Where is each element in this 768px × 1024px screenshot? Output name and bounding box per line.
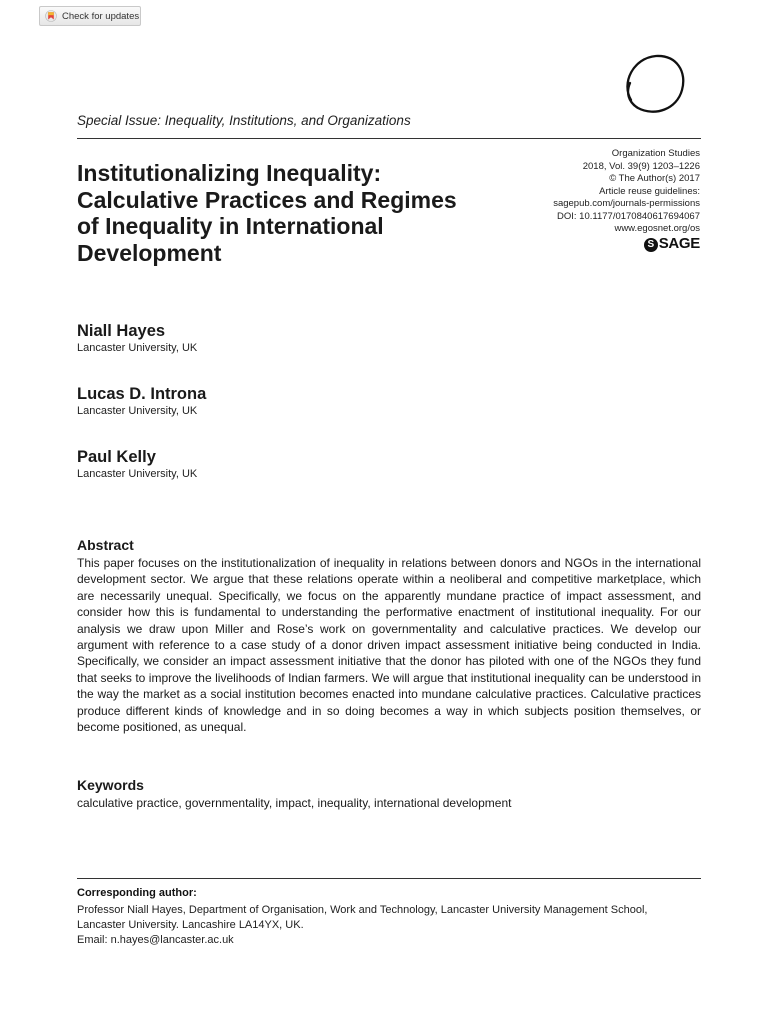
author-affiliation: Lancaster University, UK [77, 468, 198, 480]
author-block [77, 384, 206, 418]
sage-wordmark: SAGE [658, 235, 700, 253]
reuse-label: Article reuse guidelines: [599, 185, 700, 197]
journal-logo [619, 50, 689, 120]
author-block [77, 321, 197, 355]
check-for-updates-button[interactable] [39, 6, 141, 26]
corresponding-email[interactable]: Email: n.hayes@lancaster.ac.uk [77, 934, 234, 946]
journal-name: Organization Studies [611, 148, 700, 159]
sage-mark-icon: S [644, 238, 658, 252]
abstract-body: This paper focuses on the institutionalization of inequality in relations between donors and NGOs in the international development sector. We argue that these relations operate within a neoliberal and competitive marketplace, which are necessarily unequal. Specifically, we focus on the apparently mundane practice of impact assessment, and consider how this is fundamental to understanding the performative enactment of institutional inequality. For our analysis we draw upon Miller and Rose’s work on governmentality and calculative practices. We develop our argument with reference to a case study of a donor driven impact assessment initiative being conducted in India. Specifically, we consider an impact assessment initiative that the donor has piloted with one of the NGOs they fund that seeks to improve the livelihoods of Indian farmers. We will argue that institutional inequality can be understood in the way the market as a social institution becomes enacted into mundane calculative practices. Calculative practices produce different kinds of knowledge and in so doing becomes a way in which subjects position themselves, or become positioned, as unequal. [77, 556, 701, 735]
author-name: Lucas D. Introna [77, 385, 207, 403]
author-block [77, 447, 197, 481]
article-title: Institutionalizing Inequality: Calculative Practices and Regimes of Inequality in International Development [77, 160, 457, 266]
journal-website[interactable]: www.egosnet.org/os [614, 223, 700, 234]
reuse-link[interactable]: sagepub.com/journals-permissions [553, 198, 700, 209]
journal-volume: 2018, Vol. 39(9) 1203–1226 [582, 160, 700, 172]
journal-metadata [553, 148, 700, 252]
keywords-list: calculative practice, governmentality, impact, inequality, international development [77, 796, 512, 810]
special-issue-label: Special Issue: Inequality, Institutions, and Organizations [77, 113, 411, 128]
header-divider [77, 138, 701, 139]
corresponding-line: Professor Niall Hayes, Department of Organisation, Work and Technology, Lancaster University Management School, [77, 904, 648, 916]
corresponding-author-heading: Corresponding author: [77, 887, 197, 899]
footnote-divider [77, 878, 701, 879]
author-affiliation: Lancaster University, UK [77, 342, 198, 354]
keywords-heading: Keywords [77, 777, 144, 793]
doi[interactable]: DOI: 10.1177/0170840617694067 [557, 210, 700, 222]
check-for-updates-label: Check for updates [62, 10, 140, 22]
crossmark-icon [45, 10, 57, 22]
sage-logo [553, 235, 700, 253]
corresponding-line: Lancaster University. Lancashire LA14YX, UK. [77, 919, 304, 931]
corresponding-author-details [77, 903, 707, 948]
author-affiliation: Lancaster University, UK [77, 405, 198, 417]
copyright: © The Author(s) 2017 [609, 173, 700, 184]
abstract-heading: Abstract [77, 537, 134, 553]
author-name: Niall Hayes [77, 322, 166, 340]
author-name: Paul Kelly [77, 448, 156, 466]
